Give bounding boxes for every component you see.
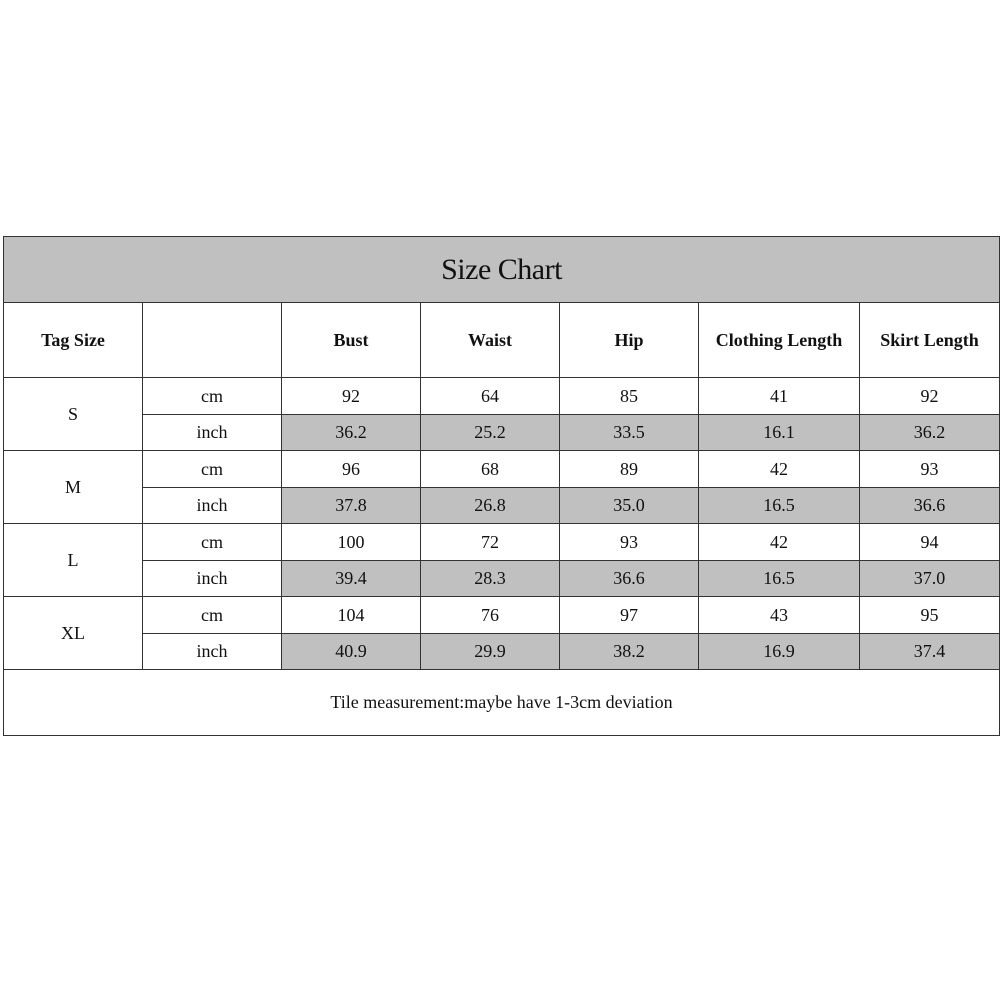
measurement-cell: 42 xyxy=(699,451,860,488)
table-row xyxy=(4,524,1000,561)
size-label: XL xyxy=(4,597,143,670)
measurement-cell: 36.6 xyxy=(860,488,1000,524)
measurement-cell: 72 xyxy=(421,524,560,561)
size-label: M xyxy=(4,451,143,524)
measurement-cell: 89 xyxy=(560,451,699,488)
unit-label: inch xyxy=(143,415,282,451)
measurement-cell: 93 xyxy=(860,451,1000,488)
measurement-note: Tile measurement:maybe have 1-3cm deviation xyxy=(4,670,1000,736)
size-label: L xyxy=(4,524,143,597)
measurement-cell: 85 xyxy=(560,378,699,415)
measurement-cell: 36.2 xyxy=(282,415,421,451)
table-row xyxy=(4,634,1000,670)
header-tag-size: Tag Size xyxy=(4,303,143,378)
measurement-cell: 96 xyxy=(282,451,421,488)
measurement-cell: 97 xyxy=(560,597,699,634)
unit-label: inch xyxy=(143,561,282,597)
measurement-cell: 33.5 xyxy=(560,415,699,451)
measurement-cell: 37.8 xyxy=(282,488,421,524)
measurement-cell: 40.9 xyxy=(282,634,421,670)
size-table-body xyxy=(4,378,1000,670)
unit-label: cm xyxy=(143,524,282,561)
measurement-cell: 100 xyxy=(282,524,421,561)
measurement-cell: 39.4 xyxy=(282,561,421,597)
measurement-cell: 76 xyxy=(421,597,560,634)
measurement-cell: 95 xyxy=(860,597,1000,634)
measurement-cell: 94 xyxy=(860,524,1000,561)
measurement-cell: 36.2 xyxy=(860,415,1000,451)
measurement-cell: 16.5 xyxy=(699,561,860,597)
measurement-cell: 16.1 xyxy=(699,415,860,451)
measurement-cell: 29.9 xyxy=(421,634,560,670)
column-header-row xyxy=(4,303,1000,378)
chart-title: Size Chart xyxy=(4,237,1000,303)
measurement-cell: 25.2 xyxy=(421,415,560,451)
measurement-cell: 28.3 xyxy=(421,561,560,597)
measurement-cell: 68 xyxy=(421,451,560,488)
size-chart-table xyxy=(3,236,1000,736)
table-row xyxy=(4,488,1000,524)
measurement-cell: 35.0 xyxy=(560,488,699,524)
unit-label: inch xyxy=(143,488,282,524)
header-waist: Waist xyxy=(421,303,560,378)
header-bust: Bust xyxy=(282,303,421,378)
measurement-cell: 92 xyxy=(860,378,1000,415)
size-label: S xyxy=(4,378,143,451)
measurement-cell: 16.5 xyxy=(699,488,860,524)
measurement-cell: 16.9 xyxy=(699,634,860,670)
table-row xyxy=(4,561,1000,597)
unit-label: cm xyxy=(143,597,282,634)
header-hip: Hip xyxy=(560,303,699,378)
header-skirt-length: Skirt Length xyxy=(860,303,1000,378)
measurement-cell: 64 xyxy=(421,378,560,415)
unit-label: cm xyxy=(143,378,282,415)
header-unit xyxy=(143,303,282,378)
unit-label: cm xyxy=(143,451,282,488)
unit-label: inch xyxy=(143,634,282,670)
measurement-cell: 37.4 xyxy=(860,634,1000,670)
measurement-cell: 42 xyxy=(699,524,860,561)
measurement-cell: 38.2 xyxy=(560,634,699,670)
measurement-cell: 41 xyxy=(699,378,860,415)
table-row xyxy=(4,597,1000,634)
table-row xyxy=(4,378,1000,415)
measurement-cell: 104 xyxy=(282,597,421,634)
measurement-cell: 26.8 xyxy=(421,488,560,524)
measurement-cell: 93 xyxy=(560,524,699,561)
measurement-cell: 43 xyxy=(699,597,860,634)
measurement-cell: 36.6 xyxy=(560,561,699,597)
header-clothing-length: Clothing Length xyxy=(699,303,860,378)
table-row xyxy=(4,415,1000,451)
measurement-cell: 37.0 xyxy=(860,561,1000,597)
table-row xyxy=(4,451,1000,488)
measurement-cell: 92 xyxy=(282,378,421,415)
